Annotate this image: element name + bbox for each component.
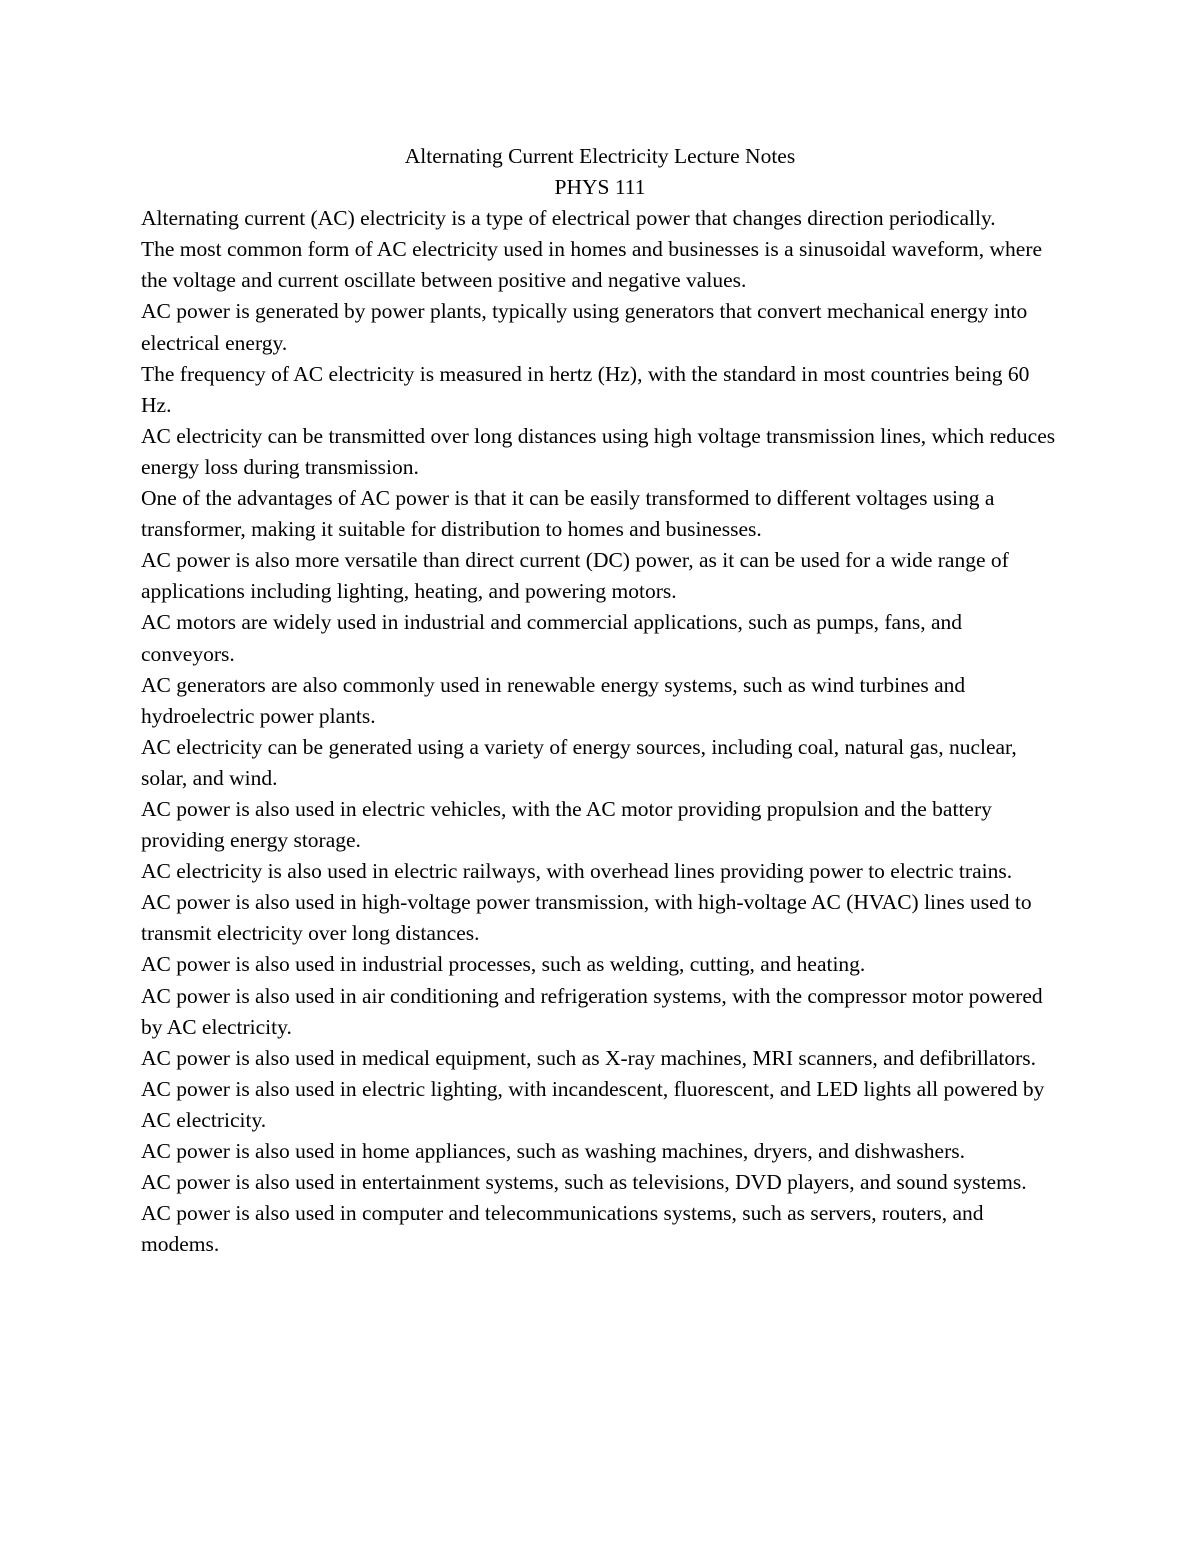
paragraph: The most common form of AC electricity used in homes and businesses is a sinusoidal waveform, where the voltage and current oscillate between positive and negative values. [141,237,1043,293]
paragraph: The frequency of AC electricity is measured in hertz (Hz), with the standard in most countries being 60 Hz. [141,361,1030,417]
paragraph: AC power is also used in entertainment systems, such as televisions, DVD players, and sound systems. [141,1170,1027,1195]
paragraph: AC power is also used in electric lighting, with incandescent, fluorescent, and LED lights all powered by AC electricity. [141,1076,1045,1132]
paragraph: AC power is also used in industrial processes, such as welding, cutting, and heating. [141,952,866,977]
paragraph: AC power is also used in air conditioning and refrigeration systems, with the compressor motor powered by AC electricity. [141,983,1043,1039]
paragraph: AC power is also used in computer and telecommunications systems, such as servers, routers, and modems. [141,1201,984,1257]
document-body [141,141,1059,1260]
paragraph: AC generators are also commonly used in renewable energy systems, such as wind turbines and hydroelectric power plants. [141,672,966,728]
paragraph: AC power is also used in electric vehicles, with the AC motor providing propulsion and the battery providing energy storage. [141,796,992,853]
paragraph: AC power is also more versatile than direct current (DC) power, as it can be used for a wide range of applications including lighting, heating, and powering motors. [141,548,1009,604]
paragraph: AC electricity can be generated using a variety of energy sources, including coal, natural gas, nuclear, solar, and wind. [141,734,1017,790]
paragraph: AC power is generated by power plants, typically using generators that convert mechanical energy into electrical energy. [141,299,1028,355]
document-title: Alternating Current Electricity Lecture Notes [404,144,796,168]
paragraph: AC electricity can be transmitted over long distances using high voltage transmission lines, which reduces energy loss during transmission. [141,423,1056,479]
paragraph: AC motors are widely used in industrial and commercial applications, such as pumps, fans, and conveyors. [141,610,962,666]
paragraph: Alternating current (AC) electricity is a type of electrical power that changes direction periodically. [141,206,996,231]
paragraph: AC power is also used in medical equipment, such as X-ray machines, MRI scanners, and defibrillators. [141,1045,1037,1070]
course-code: PHYS 111 [554,175,646,200]
paragraph: One of the advantages of AC power is that it can be easily transformed to different voltages using a transformer, making it suitable for distribution to homes and businesses. [141,486,995,542]
paragraph: AC electricity is also used in electric railways, with overhead lines providing power to electric trains. [141,859,1013,884]
paragraph: AC power is also used in high-voltage power transmission, with high-voltage AC (HVAC) lines used to transmit electricity over long distances. [141,890,1032,946]
paragraph: AC power is also used in home appliances, such as washing machines, dryers, and dishwashers. [141,1139,965,1163]
